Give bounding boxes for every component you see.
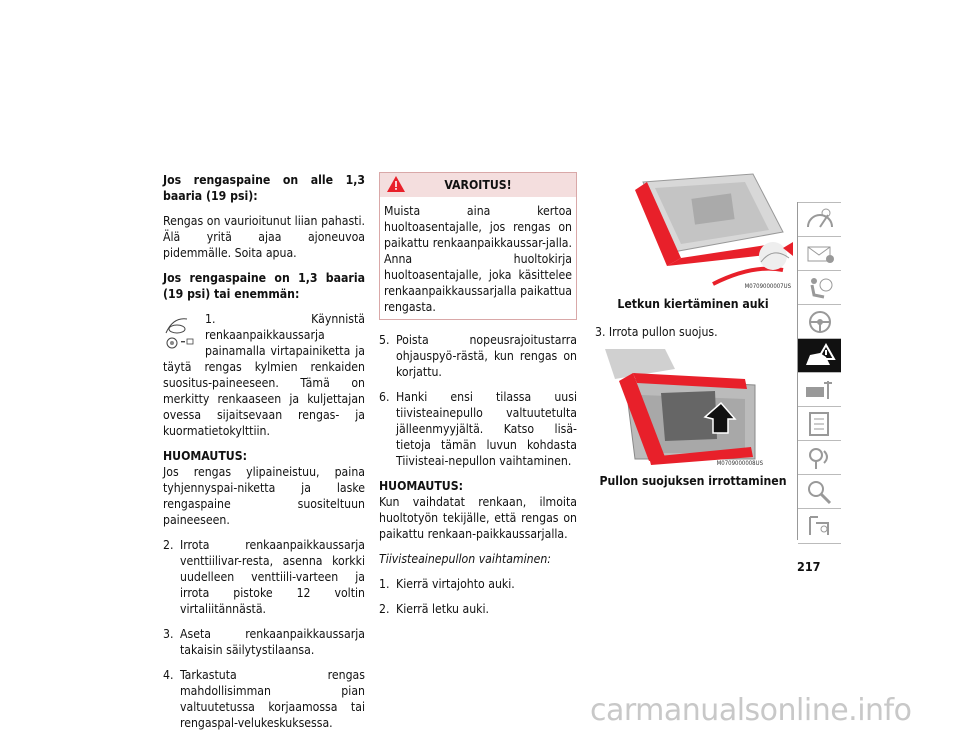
tab-steering[interactable] — [798, 304, 841, 340]
step-2: 2. Irrota renkaanpaikkaussarja venttiilivar-resta, asenna korkki uudelleen venttiili-varteen ja irrota pistoke 12 voltin virtaliitännästä. — [163, 538, 365, 616]
warning-header — [380, 173, 576, 197]
step-3-right: 3. Irrota pullon suojus. — [595, 325, 718, 339]
step-6: 6. Hanki ensi tilassa uusi tiivisteainepullo valtuutetulta jälleenmyyjältä. Katso lisä-tietoja tämän luvun kohdasta Tiivisteai-nepullon vaihtaminen. — [379, 390, 577, 468]
tab-specs[interactable] — [798, 406, 841, 442]
figure-code-2: M0709000008US — [716, 460, 763, 467]
step-3: 3. Aseta renkaanpaikkaussarja takaisin säilytystilaansa. — [163, 627, 365, 657]
tab-envelope[interactable] — [798, 236, 841, 272]
warning-triangle-icon — [386, 175, 406, 201]
step-5: 5. Poista nopeusrajoitustarra ohjauspyö-rästä, kun rengas on korjattu. — [379, 333, 577, 379]
tab-service[interactable] — [798, 372, 841, 408]
sub-step-2: 2. Kierrä letku auki. — [379, 602, 490, 616]
hose-unwind-illustration — [633, 172, 793, 290]
sub-step-1: 1. Kierrä virtajohto auki. — [379, 577, 515, 591]
figure-caption-2: Pullon suojuksen irrottaminen — [599, 474, 787, 488]
tab-seat[interactable] — [798, 270, 841, 306]
warning-box — [379, 172, 577, 320]
step-4: 4. Tarkastuta rengas mahdollisimman pian valtuutetussa korjaamossa tai rengaspal-velukeskuksessa. — [163, 668, 365, 730]
sub-heading: Tiivisteainepullon vaihtaminen: — [379, 552, 551, 566]
middle-column — [379, 172, 577, 626]
tab-gauge[interactable] — [798, 202, 841, 238]
figure-code-1: M0709000007US — [744, 283, 791, 290]
warning-text: Muista aina kertoa huoltoasentajalle, jos rengas on paikattu renkaanpaikkaussar-jalla. Anna huoltokirja huoltoasentajalle, joka käsittelee renkaanpaikkaussarjalla paikattua rengasta. — [384, 204, 572, 314]
note-text-2: Kun vaihdatat renkaan, ilmoita huoltotyön tekijälle, että rengas on paikattu renkaan-paikkaussarjalla. — [379, 495, 577, 541]
figure-caption-1: Letkun kiertäminen auki — [617, 297, 769, 311]
watermark: carmanualsonline.info — [590, 693, 912, 728]
tab-emergency[interactable] — [798, 338, 841, 374]
warning-title: VAROITUS! — [444, 178, 512, 192]
right-column — [593, 172, 793, 501]
chapter-sidebar — [797, 202, 842, 540]
heading-high-pressure: Jos rengaspaine on 1,3 baaria (19 psi) tai enemmän: — [163, 271, 365, 301]
note-label: HUOMAUTUS: — [163, 449, 247, 463]
step-1 — [163, 311, 365, 439]
low-pressure-text: Rengas on vaurioitunut liian pahasti. Älä yritä ajaa ajoneuvoa pidemmälle. Soita apua. — [163, 214, 365, 260]
step-1-text: 1. Käynnistä renkaanpaikkaussarja painamalla virtapainiketta ja täytä rengas kylmien renkaiden suositus-paineeseen. Tämä on merkitty renkaaseen ja kuljettajan ovessa sijaitsevaan rengas- ja kuormatietokylttiin. — [163, 312, 365, 438]
tire-pressure-icon — [163, 313, 199, 353]
tab-index[interactable] — [798, 474, 841, 510]
bottle-cover-illustration — [605, 349, 765, 467]
page-number: 217 — [797, 559, 821, 574]
tab-language[interactable] — [798, 508, 841, 544]
note-text: Jos rengas ylipaineistuu, paina tyhjennyspai-niketta ja laske rengaspaine suositeltuun paineeseen. — [163, 465, 365, 527]
note-label-2: HUOMAUTUS: — [379, 479, 463, 493]
heading-low-pressure: Jos rengaspaine on alle 1,3 baaria (19 psi): — [163, 173, 365, 203]
left-column — [163, 172, 365, 740]
tab-multimedia[interactable] — [798, 440, 841, 476]
